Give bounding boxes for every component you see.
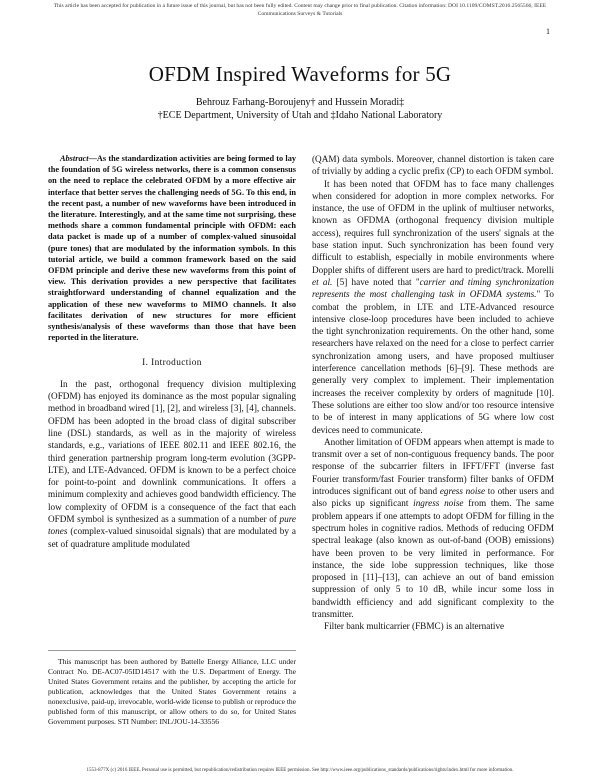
authors-line: Behrouz Farhang-Boroujeny† and Hussein Moradi‡ [195, 97, 405, 108]
left-column [48, 153, 296, 550]
abstract-text: —As the standardization activities are being formed to lay the foundation of 5G wireless networks, there is a common consensus on the need to replace the celebrated OFDM by a more effective air interface that better serves the challenging needs of 5G. To this end, in the recent past, a number of new waveforms have been introduced in the literature. Interestingly, and at the same time not surprising, these methods share a common fundamental principle with OFDM: each data packet is made up of a number of complex-valued sinusoidal (pure tones) that are modulated by the information symbols. In this tutorial article, we build a common framework based on the said OFDM principle and derive these new waveforms from this point of view. This derivation provides a new perspective that facilitates straightforward understanding of channel equalization and the application of these new waveforms to MIMO channels. It also facilitates derivation of new structures for more efficient synthesis/analysis of these waveforms than those that have been reported in the literature. [48, 154, 296, 343]
affiliations-line: †ECE Department, University of Utah and ‡Idaho National Laboratory [157, 110, 443, 121]
paper-title: OFDM Inspired Waveforms for 5G [148, 62, 452, 86]
footnote-text: This manuscript has been authored by Battelle Energy Alliance, LLC under Contract No. DE-AC07-05ID14517 with the U.S. Department of Energy. The United States Government retains and the publisher, by accepting the article for publication, acknowledges that the United States Government retains a nonexclusive, paid-up, irrevocable, world-wide license to publish or reproduce the published form of this manuscript, or allow others to do so, for United States Government purposes. STI Number: INL/JOU-14-33556 [48, 657, 296, 726]
right-column [312, 153, 554, 633]
section-heading-introduction: I. Introduction [142, 358, 202, 369]
footnote [48, 650, 296, 727]
paragraph-fbmc: Filter bank multicarrier (FBMC) is an alternative [324, 621, 505, 632]
page-number: 1 [546, 27, 550, 36]
paragraph-challenges: It has been noted that OFDM has to face many challenges when considered for adoption in more complex networks. For instance, the use of OFDM in the uplink of multiuser networks, known as OFDMA (orthogonal frequency division multiple access), requires full synchronization of the users' signals at the base station input. Such synchronization has been found very difficult to establish, especially in mobile environments where Doppler shifts of different users are hard to predict/track. Morelli et al. [5] have noted that "carrier and timing synchronization represents the most challenging task in OFDMA systems." To combat the problem, in LTE and LTE-Advanced resource intensive close-loop procedures have been included to achieve the tight synchronization requirements. On the other hand, some researchers have relaxed on the need for a close to perfect carrier synchronization among users, and have proposed multiuser interference cancellation methods [6]–[9]. These methods are generally very complex to implement. Their implementation increases the receiver complexity by orders of magnitude [10]. These solutions are either too slow and/or too resource intensive to be of interest in many applications of 5G where low cost devices need to communicate. [312, 178, 554, 435]
paragraph-limitation: Another limitation of OFDM appears when attempt is made to transmit over a set of non-contiguous frequency bands. The poor response of the subcarrier filters in IFFT/FFT (inverse fast Fourier transform/fast Fourier transform) filter banks of OFDM introduces significant out of band egress noise to other users and also picks up significant ingress noise from them. The same problem appears if one attempts to adopt OFDM for filling in the spectrum holes in cognitive radios. Methods of reducing OFDM spectral leakage (also known as out-of-band (OOB) emissions) have been proven to be very limited in performance. For instance, the side lobe suppression techniques, like those proposed in [11]–[13], can achieve an out of band emission suppression of only 5 to 10 dB, while incur some loss in bandwidth efficiency and add significant complexity to the transmitter. [312, 436, 555, 619]
paragraph-continued: (QAM) data symbols. Moreover, channel distortion is taken care of trivially by adding a cyclic prefix (CP) to each OFDM symbol. [312, 154, 554, 177]
author-block [0, 96, 600, 122]
journal-header [0, 2, 600, 18]
abstract [48, 153, 296, 343]
intro-paragraph: In the past, orthogonal frequency division multiplexing (OFDM) has enjoyed its dominance as the most popular signaling method in broadband wired [1], [2], and wireless [3], [4], channels. OFDM has been adopted in the broad class of digital subscriber line (DSL) standards, as well as in the majority of wireless standards, e.g., variations of IEEE 802.11 and IEEE 802.16, the third generation partnership program long-term evolution (3GPP-LTE), and LTE-Advanced. OFDM is known to be a perfect choice for point-to-point and downlink communications. It offers a minimum complexity and achieves good bandwidth efficiency. The low complexity of OFDM is a consequence of the fact that each OFDM symbol is synthesized as a summation of a number of pure tones (complex-valued sinusoidal signals) that are modulated by a set of quadrature amplitude modulated [48, 378, 296, 549]
copyright-footer: 1553-877X (c) 2016 IEEE. Personal use is permitted, but republication/redistribution requires IEEE permission. See http://www.ieee.org/publications_standards/publications/rights/index.html for more information. [86, 768, 514, 773]
header-journal: Communications Surveys & Tutorials [257, 11, 343, 17]
header-notice: This article has been accepted for publication in a future issue of this journal, but has not been fully edited. Content may change prior to final publication. Citation information: DOI 10.1109/COMST.2016.2565566, IEEE [53, 3, 547, 9]
abstract-label: Abstract [60, 154, 89, 163]
